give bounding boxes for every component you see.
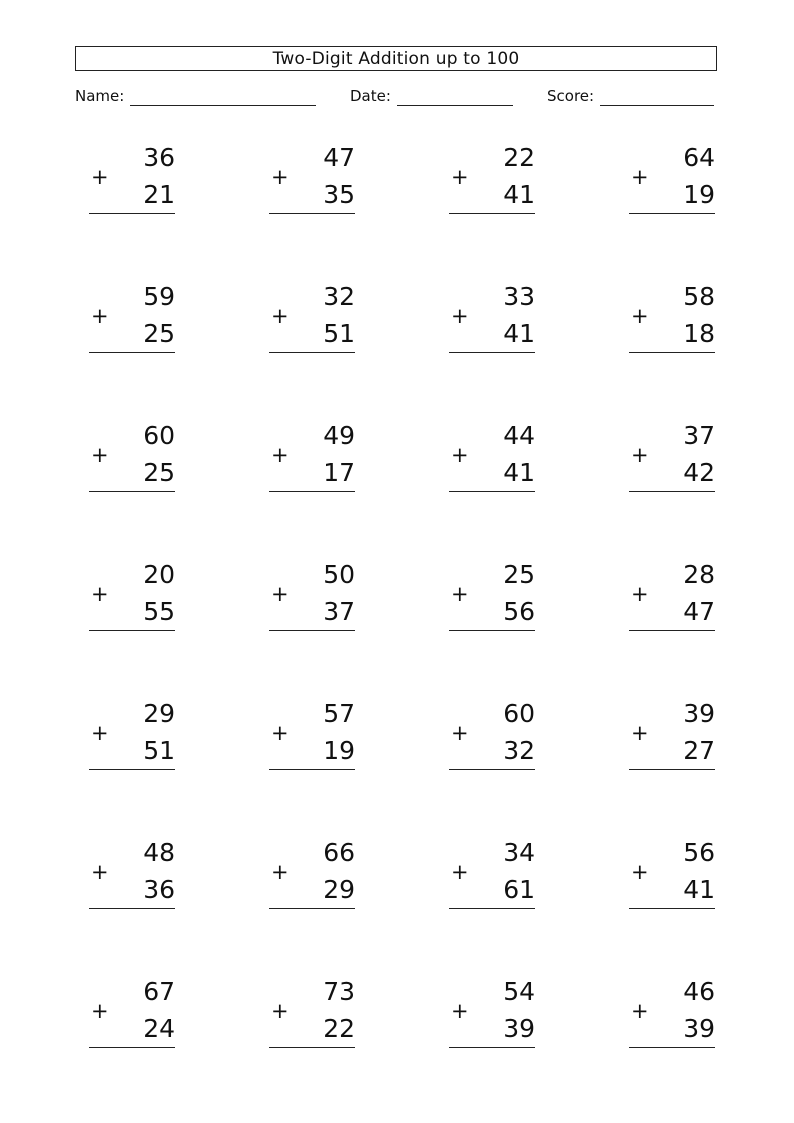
addition-problem [89, 140, 175, 216]
top-addend: 54 [503, 977, 535, 1006]
top-addend: 66 [323, 838, 355, 867]
top-addend: 39 [683, 699, 715, 728]
addition-problem [629, 557, 715, 633]
addition-problem [629, 418, 715, 494]
plus-sign: + [271, 999, 289, 1023]
answer-line[interactable] [89, 213, 175, 214]
addition-problem [629, 279, 715, 355]
bottom-addend: 61 [503, 875, 535, 904]
top-addend: 28 [683, 560, 715, 589]
bottom-addend: 32 [503, 736, 535, 765]
name-label: Name: [75, 87, 125, 105]
addition-problem [449, 279, 535, 355]
plus-sign: + [631, 721, 649, 745]
plus-sign: + [451, 165, 469, 189]
addition-problem [269, 557, 355, 633]
top-addend: 22 [503, 143, 535, 172]
worksheet-title-text: Two-Digit Addition up to 100 [272, 48, 520, 69]
top-addend: 50 [323, 560, 355, 589]
top-addend: 58 [683, 282, 715, 311]
top-addend: 34 [503, 838, 535, 867]
top-addend: 56 [683, 838, 715, 867]
bottom-addend: 51 [143, 736, 175, 765]
plus-sign: + [631, 165, 649, 189]
top-addend: 59 [143, 282, 175, 311]
plus-sign: + [271, 582, 289, 606]
answer-line[interactable] [269, 1047, 355, 1048]
bottom-addend: 41 [503, 180, 535, 209]
top-addend: 73 [323, 977, 355, 1006]
answer-line[interactable] [269, 769, 355, 770]
score-blank-line[interactable] [600, 89, 714, 106]
addition-problem [449, 418, 535, 494]
top-addend: 64 [683, 143, 715, 172]
plus-sign: + [631, 443, 649, 467]
date-label: Date: [350, 87, 391, 105]
answer-line[interactable] [89, 1047, 175, 1048]
answer-line[interactable] [449, 769, 535, 770]
top-addend: 46 [683, 977, 715, 1006]
top-addend: 32 [323, 282, 355, 311]
bottom-addend: 24 [143, 1014, 175, 1043]
top-addend: 49 [323, 421, 355, 450]
addition-problem [449, 557, 535, 633]
plus-sign: + [91, 443, 109, 467]
answer-line[interactable] [269, 213, 355, 214]
bottom-addend: 19 [683, 180, 715, 209]
plus-sign: + [451, 304, 469, 328]
top-addend: 36 [143, 143, 175, 172]
bottom-addend: 35 [323, 180, 355, 209]
addition-problem [89, 557, 175, 633]
name-field [75, 86, 316, 106]
bottom-addend: 42 [683, 458, 715, 487]
top-addend: 25 [503, 560, 535, 589]
bottom-addend: 39 [503, 1014, 535, 1043]
addition-problem [89, 835, 175, 911]
bottom-addend: 25 [143, 458, 175, 487]
answer-line[interactable] [629, 908, 715, 909]
plus-sign: + [631, 999, 649, 1023]
top-addend: 33 [503, 282, 535, 311]
plus-sign: + [91, 999, 109, 1023]
addition-problem [89, 418, 175, 494]
plus-sign: + [631, 582, 649, 606]
bottom-addend: 55 [143, 597, 175, 626]
answer-line[interactable] [269, 630, 355, 631]
addition-problem [269, 696, 355, 772]
plus-sign: + [91, 582, 109, 606]
plus-sign: + [451, 999, 469, 1023]
bottom-addend: 27 [683, 736, 715, 765]
bottom-addend: 37 [323, 597, 355, 626]
bottom-addend: 56 [503, 597, 535, 626]
addition-problem [89, 974, 175, 1050]
bottom-addend: 25 [143, 319, 175, 348]
top-addend: 47 [323, 143, 355, 172]
score-label: Score: [547, 87, 595, 105]
top-addend: 37 [683, 421, 715, 450]
answer-line[interactable] [629, 352, 715, 353]
bottom-addend: 51 [323, 319, 355, 348]
top-addend: 20 [143, 560, 175, 589]
date-blank-line[interactable] [397, 89, 513, 106]
answer-line[interactable] [269, 352, 355, 353]
name-blank-line[interactable] [130, 89, 316, 106]
plus-sign: + [271, 721, 289, 745]
addition-problem [629, 974, 715, 1050]
plus-sign: + [271, 304, 289, 328]
plus-sign: + [271, 860, 289, 884]
plus-sign: + [91, 165, 109, 189]
answer-line[interactable] [449, 213, 535, 214]
answer-line[interactable] [89, 491, 175, 492]
answer-line[interactable] [89, 908, 175, 909]
answer-line[interactable] [629, 213, 715, 214]
plus-sign: + [91, 860, 109, 884]
plus-sign: + [271, 443, 289, 467]
answer-line[interactable] [269, 491, 355, 492]
answer-line[interactable] [89, 769, 175, 770]
date-field [350, 86, 513, 106]
answer-line[interactable] [89, 630, 175, 631]
plus-sign: + [631, 304, 649, 328]
answer-line[interactable] [269, 908, 355, 909]
answer-line[interactable] [629, 1047, 715, 1048]
addition-problem [449, 835, 535, 911]
addition-problem [269, 835, 355, 911]
plus-sign: + [451, 582, 469, 606]
answer-line[interactable] [629, 769, 715, 770]
answer-line[interactable] [449, 630, 535, 631]
answer-line[interactable] [629, 630, 715, 631]
bottom-addend: 41 [683, 875, 715, 904]
answer-line[interactable] [449, 491, 535, 492]
bottom-addend: 21 [143, 180, 175, 209]
bottom-addend: 18 [683, 319, 715, 348]
addition-problem [269, 140, 355, 216]
answer-line[interactable] [449, 352, 535, 353]
answer-line[interactable] [449, 908, 535, 909]
top-addend: 67 [143, 977, 175, 1006]
plus-sign: + [631, 860, 649, 884]
bottom-addend: 47 [683, 597, 715, 626]
answer-line[interactable] [89, 352, 175, 353]
answer-line[interactable] [449, 1047, 535, 1048]
addition-problem [269, 279, 355, 355]
bottom-addend: 36 [143, 875, 175, 904]
addition-problem [629, 696, 715, 772]
addition-problem [89, 696, 175, 772]
plus-sign: + [91, 304, 109, 328]
addition-problem [449, 696, 535, 772]
worksheet-title [75, 46, 717, 71]
bottom-addend: 41 [503, 319, 535, 348]
addition-problem [449, 974, 535, 1050]
top-addend: 57 [323, 699, 355, 728]
answer-line[interactable] [629, 491, 715, 492]
addition-problem [449, 140, 535, 216]
bottom-addend: 39 [683, 1014, 715, 1043]
top-addend: 44 [503, 421, 535, 450]
addition-problem [629, 140, 715, 216]
plus-sign: + [271, 165, 289, 189]
bottom-addend: 41 [503, 458, 535, 487]
bottom-addend: 22 [323, 1014, 355, 1043]
addition-problem [269, 418, 355, 494]
top-addend: 60 [143, 421, 175, 450]
plus-sign: + [451, 860, 469, 884]
plus-sign: + [91, 721, 109, 745]
student-info-row [75, 86, 719, 108]
addition-problem [89, 279, 175, 355]
plus-sign: + [451, 443, 469, 467]
bottom-addend: 17 [323, 458, 355, 487]
bottom-addend: 29 [323, 875, 355, 904]
plus-sign: + [451, 721, 469, 745]
top-addend: 60 [503, 699, 535, 728]
top-addend: 48 [143, 838, 175, 867]
bottom-addend: 19 [323, 736, 355, 765]
top-addend: 29 [143, 699, 175, 728]
addition-problem [629, 835, 715, 911]
score-field [547, 86, 714, 106]
addition-problem [269, 974, 355, 1050]
